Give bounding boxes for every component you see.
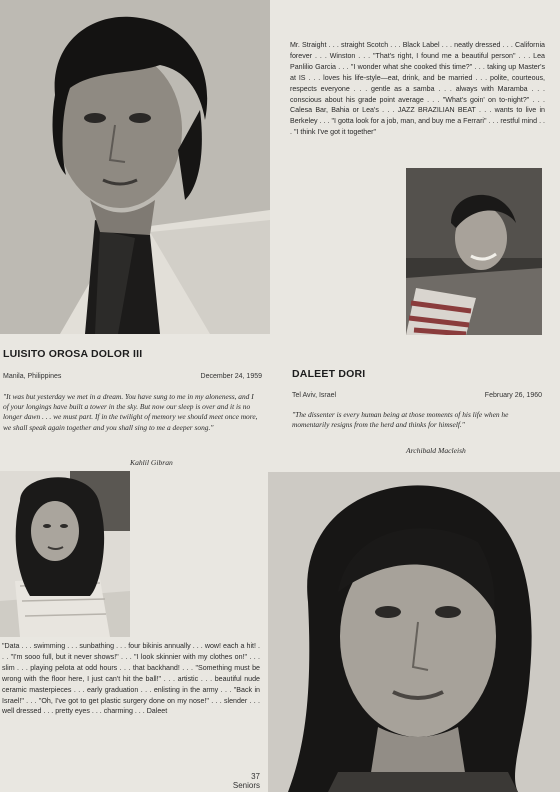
daleet-portrait-photo (268, 472, 560, 792)
page-number: 37 (251, 772, 260, 781)
luisito-name: LUISITO OROSA DOLOR III (3, 348, 143, 360)
daleet-birth-info (292, 392, 542, 399)
daleet-birthdate: February 26, 1960 (484, 392, 542, 399)
section-label: Seniors (232, 781, 260, 790)
luisito-portrait-photo (0, 0, 270, 334)
luisito-casual-photo (406, 168, 542, 335)
luisito-bio: Mr. Straight . . . straight Scotch . . . Black Label . . . neatly dressed . . . California forever . . . Winston . . . "That's right, I found me a beautiful person" . . . Lea Panlilio Garcia . . . "I wonder what she cooked this time?" . . . taking up Master's at IS . . . loves his life-style—eat, drink, and be married . . . polite, courteous, respects everyone . . . gentle as a samba . . . always with Maramba . . . conscious about his grade point average . . . "What's goin' on to-night?" . . . Calesa Bar, Bahia or Lea's . . . JAZZ BRAZILIAN BEAT . . . wants to live in Berkeley . . . "I gotta look for a job, man, and buy me a Ferrari" . . . restful mind . . . "I think I've got it together" (290, 41, 545, 137)
daleet-candid-photo (0, 471, 130, 637)
luisito-birthdate: December 24, 1959 (200, 373, 262, 380)
luisito-birth-info (3, 373, 262, 380)
daleet-name: DALEET DORI (292, 368, 366, 380)
daleet-quote-author: Archibald Macleish (406, 446, 466, 455)
luisito-quote: "It was but yesterday we met in a dream. You have sung to me in my aloneness, and I of your longings have built a tower in the sky. But now our sleep is over and it is no longer dawn . . . we must part. If in the twilight of memory we should meet once more, we shall speak again together and you shall sing to me a deeper song." (3, 392, 258, 432)
page-footer (200, 772, 260, 790)
daleet-birthplace: Tel Aviv, Israel (292, 392, 337, 399)
daleet-bio: "Data . . . swimming . . . sunbathing . . . four bikinis annually . . . wow! each a hit! . . . "I'm sooo full, but it never shows!" . . . "I look skinnier with my clothes on!" . . . slim . . . playing pelota at odd hours . . . that backhand! . . . "Something must be wrong with the floor here, I just can't hit the ball!" . . . artistic . . . beautiful nude ceramic masterpieces . . . early graduation . . . enlisting in the army . . . "Back in Israel!" . . . "Oh, I've got to get plastic surgery done on my nose!" . . . slender . . . well dressed . . . pretty eyes . . . charming . . . Daleet (2, 642, 260, 716)
luisito-quote-author: Kahlil Gibran (130, 458, 173, 467)
daleet-quote: "The dissenter is every human being at those moments of his life when he momentarily resigns from the herd and thinks for himself." (292, 410, 509, 430)
luisito-birthplace: Manila, Philippines (3, 373, 62, 380)
